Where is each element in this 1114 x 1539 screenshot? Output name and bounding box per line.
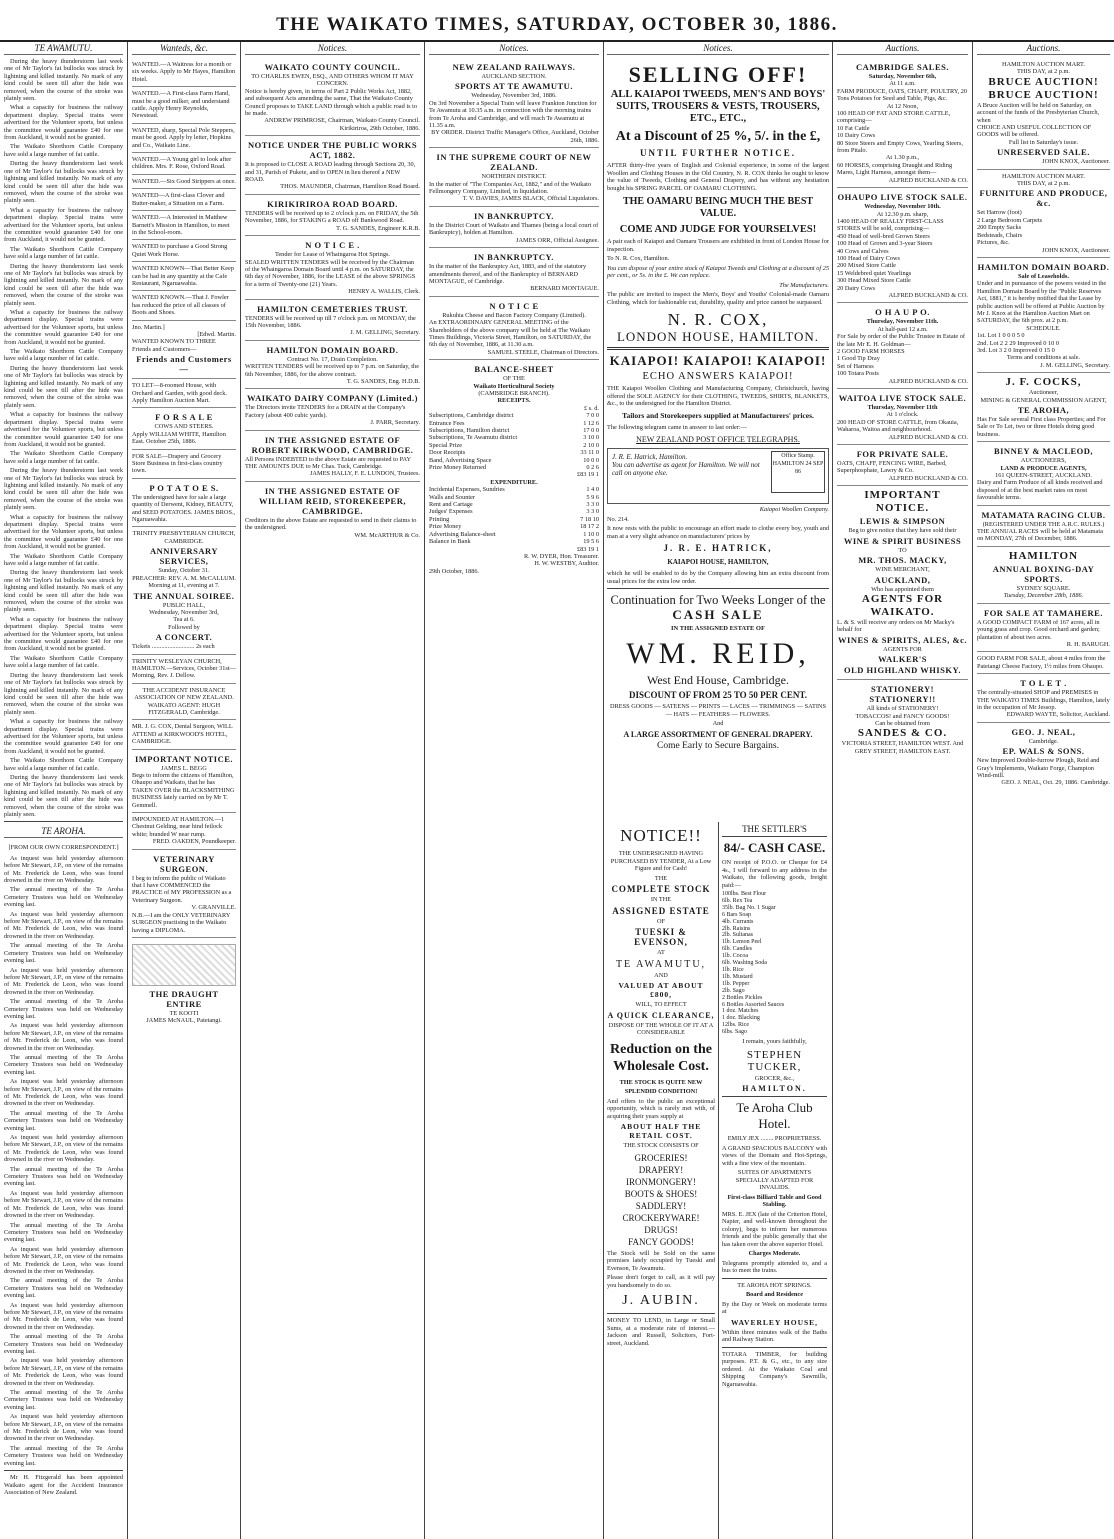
farm-for-sale: GOOD FARM FOR SALE, about 4 miles from the Patetangi Cheese Factory, 1½ miles from Ohaupo.	[977, 652, 1110, 674]
impounded-notice: IMPOUNDED AT HAMILTON.—1 Chestnut Gelding, near hind fetlock white; branded W near rump. FRED. OAKDEN, Poundkeeper.	[132, 813, 236, 850]
wesleyan-ad: TRINITY WESLEYAN CHURCH, HAMILTON.—Services, October 31st—Morning, Rev. J. Dellow.	[132, 655, 236, 684]
goods-item: 2lb. Raisins	[722, 925, 751, 932]
ledger-amount: 10 0 0	[583, 456, 599, 464]
news-paragraph: As inquest was held yesterday afternoon before Mr Stewart, J.P., on view of the remains of Mr. Frederick de Leon, who was found drowned in the river on Wednesday.	[4, 1078, 123, 1108]
news-paragraph: What a capacity for business the railway department display. Special trains were advertised for the Volunteer sports, but unless the committee would guarantee £40 for one from Auckland, it would not be granted.	[4, 309, 123, 346]
news-paragraph: What a capacity for business the railway department display. Special trains were advertised for the Volunteer sports, but unless the committee would guarantee £40 for one from Auckland, it would not be granted.	[4, 718, 123, 755]
stock-new: THE STOCK IS QUITE NEW	[619, 1078, 703, 1086]
money-to-lend: MONEY TO LEND, in Large or Small Sums, at a moderate rate of interest.—Jackson and Russell, Solicitors, Fort-street, Auckland.	[607, 1317, 715, 1347]
mrs-jex-paragraph: MRS. E. JEX (late of the Criterion Hotel, Napier, and well-known throughout the colony), begs to inform her numerous friends and the public generally that she has taken over the above superior Hotel.	[722, 1210, 827, 1248]
divider	[4, 1470, 123, 1471]
bankruptcy-notice: IN BANKRUPTCY. In the matter of the Bankruptcy Act, 1883, and of the statutory amendments thereof, and of the Bankruptcy of BERNARD MONTAGUE, of Cambridge. BERNARD MONTAGUE.	[429, 248, 599, 297]
valued-line: VALUED AT ABOUT £800,	[618, 981, 704, 999]
ledger-amount: 7 18 10	[580, 515, 599, 523]
will-effect-line: WILL, TO EFFECT	[635, 1001, 687, 1008]
news-paragraph: The Waikato Shorthorn Cattle Company have sold a large number of fat cattle.	[4, 245, 123, 261]
goods-item: 12lbs. Rice	[722, 1022, 749, 1029]
tueski-evenson: TUESKI & EVENSON,	[634, 927, 688, 947]
matamata-racing: MATAMATA RACING CLUB. (REGISTERED UNDER THE A.R.C. RULES.) THE ANNUAL RACES will be held at Matamata on MONDAY, 27th of December, 1886.	[977, 506, 1110, 547]
bruce-auction: HAMILTON AUCTION MART. THIS DAY, at 2 p.m. BRUCE AUCTION! BRUCE AUCTION! A Bruce Auction will be held on Saturday, on account of the funds of the Presbyterian Church, when CHOICE AND USEFUL COLLECTION OF GOODS will be offered. Full list in Saturday's issue. UNRESERVED SALE. JOHN KNOX, Auctioneer.	[977, 58, 1110, 170]
wanted-ad: WANTED.—A Interested in Matthew Barnett's Mission in Hamilton, to meet in the School-room.	[132, 211, 236, 240]
stephen-tucker: STEPHEN TUCKER,	[746, 1048, 803, 1073]
masthead	[0, 0, 1114, 42]
assigned-estate-line: IN THE ASSIGNED ESTATE OF	[671, 625, 765, 632]
kaiapoi-tweeds-line: ALL KAIAPOI TWEEDS, MEN'S AND BOYS' SUITS, TROUSERS & VESTS, TROUSERS, ETC., ETC.,	[610, 89, 826, 124]
neal-implements: GEO. J. NEAL, Cambridge. EP. WALS & SONS. New Improved Double-furrow Plough, Reid and Gray's Implements, Waikato Forge, Champion Wind-mill. GEO. J. NEAL, Oct. 29, 1886. Cambridge.	[977, 726, 1110, 787]
goods-item: 2lb. Sago	[722, 987, 745, 994]
private-sale: FOR PRIVATE SALE. OATS, CHAFF, FENCING WIRE, Barbed, Superphosphate, Lawry & Co. ALFRED BUCKLAND & CO.	[837, 445, 968, 486]
goods-item: 100lbs. Best Flour	[722, 891, 767, 897]
settlers-heading: THE SETTLER'S	[722, 822, 827, 837]
horse-illustration	[132, 944, 236, 986]
telegram-addressee: J. R. E. Hatrick, Hamilton.	[612, 453, 688, 461]
news-paragraph: During the heavy thunderstorm last week one of Mr Taylor's fat bullocks was struck by lightning and killed instantly. No mark of any kind could be seen till after the hide was removed, when the course of the stroke was plainly seen.	[4, 773, 123, 818]
news-paragraph: As inquest was held yesterday afternoon before Mr Stewart, J.P., on view of the remains of Mr. Frederick de Leon, who was found drowned in the river on Wednesday.	[4, 966, 123, 996]
te-awamutu: TE AWAMUTU,	[615, 958, 707, 970]
church-anniversary-ad: TRINITY PRESBYTERIAN CHURCH, CAMBRIDGE. ANNIVERSARY SERVICES, Sunday, October 31. PREACHER: REV. A. M. McCALLUM. Morning at 11, evening at 7. THE ANNUAL SOIREE. PUBLIC HALL, Wednesday, November 3rd, Tea at 6. Followed by A CONCERT. Tickets ........................... 2s each	[132, 527, 236, 654]
news-paragraph: The annual meeting of the Te Aroha Cemetery Trustees was held on Wednesday evening last.	[4, 1389, 123, 1411]
goods-item: 1lb. Mustard	[722, 973, 753, 980]
nr-cox-name: N. R. COX,	[667, 310, 769, 329]
binney-macleod: BINNEY & MACLEOD, AUCTIONEERS, LAND & PRODUCE AGENTS, 161 QUEEN-STREET, AUCKLAND. Dairy and Farm Produce of all kinds received and disposed of at the best market rates on most favourable terms.	[977, 442, 1110, 505]
notice-headline: NOTICE!!	[620, 826, 702, 845]
continuation-headline: Continuation for Two Weeks Longer of the	[610, 593, 826, 607]
goods-item: 6 Bottles Assorted Sauces	[722, 1001, 785, 1008]
at-line: AT	[657, 949, 665, 956]
ledger-row	[429, 434, 599, 441]
experience-paragraph: AFTER thirty-five years of English and Colonial experience, in some of the largest Woollen and Clothing Houses in the Old Country, N. R. COX thinks he ought to know the value of Tweeds, Clothing and General Drapery, and has without any hesitation bought his SPRING PARCEL OF OAMARU CLOTHING.	[607, 162, 829, 192]
important-notice-macky: IMPORTANT NOTICE. LEWIS & SIMPSON Beg to give notice that they have sold their WINE & SPIRIT BUSINESS TO MR. THOS. MACKY, WINE MERCHANT, AUCKLAND, Who has appointed them AGENTS FOR WAIKATO. L. & S. will receive any orders on Mr Macky's behalf for WINES & SPIRITS, ALES, &c. AGENTS FOR WALKER'S OLD HIGHLAND WHISKY.	[837, 486, 968, 680]
news-paragraph: During the heavy thunderstorm last week one of Mr Taylor's fat bullocks was struck by lightning and killed instantly. No mark of any kind could be seen till after the hide was removed, when the course of the stroke was plainly seen.	[4, 58, 123, 103]
column-head-notices: Notices.	[245, 42, 420, 55]
cash-case-headline: 84/- CASH CASE.	[723, 840, 826, 855]
ledger-item: Walls and Sounter	[429, 493, 476, 501]
goods-item: 6 Bars Soap	[722, 911, 751, 918]
public-works-notice: NOTICE UNDER THE PUBLIC WORKS ACT, 1882. It is proposed to CLOSE A ROAD leading through Sections 20, 30, and 31, Parish of Pukete, and to OPEN in lieu thereof a NEW ROAD. THOS. MAUNDER, Chairman, Hamilton Road Board.	[245, 136, 420, 195]
ledger-amount: 19 5 6	[583, 538, 599, 546]
blacksmith-notice: IMPORTANT NOTICE. JAMES L. BEGG Begs to inform the citizens of Hamilton, Ohaupo and Waikato, that he has TAKEN OVER the BLACKSMITHING BUSINESS lately carried on by Mr T. Gemmell.	[132, 750, 236, 813]
cash-sale: CASH SALE	[672, 607, 764, 622]
stock-lines-list	[607, 1152, 715, 1248]
ledger-amount: 1 4 0	[586, 486, 599, 494]
news-paragraph: The annual meeting of the Te Aroha Cemetery Trustees was held on Wednesday evening last.	[4, 1165, 123, 1188]
news-paragraph: What a capacity for business the railway department display. Special trains were advertised for the Volunteer sports, but unless the committee would guarantee £40 for one from Auckland, it would not be granted.	[4, 206, 123, 244]
board-residence: Board and Residence	[745, 1291, 804, 1299]
news-paragraph: As inquest was held yesterday afternoon before Mr Stewart, J.P., on view of the remains of Mr. Frederick de Leon, who was found drowned in the river on Wednesday.	[4, 854, 123, 885]
goods-item: 6lb. Rex Tea	[722, 897, 753, 904]
news-paragraph: The Waikato Shorthorn Cattle Company have sold a large number of fat cattle.	[4, 450, 123, 465]
hot-springs-tender: N O T I C E . Tender for Lease of Whaingaroa Hot Springs. SEALED WRITTEN TENDERS will be received by the Chairman of the Whaingaroa Domain Board until 4 p.m. on SATURDAY, the 6th day of November, 1886, for the LEASE of the above SPRINGS for a term of Twenty-one (21) Years. HENRY A. WALLIS, Clerk.	[245, 236, 420, 299]
news-paragraph: The annual meeting of the Te Aroha Cemetery Trustees was held on Wednesday evening last.	[4, 1444, 123, 1467]
discount-line: At a Discount of 25 %, 5/. in the £,	[615, 129, 821, 144]
receipts-table	[429, 412, 599, 471]
telegraphs-heading: NEW ZEALAND POST OFFICE TELEGRAPHS.	[636, 435, 800, 444]
kaiapoi-triple: KAIAPOI! KAIAPOI! KAIAPOI!	[609, 353, 827, 368]
wanted-ad: WANTED.—A Waitress for a month or six weeks. Apply to Mr Hayes, Hamilton Hotel.	[132, 58, 236, 87]
ledger-item: Subscriptions, Te Awamutu district	[429, 434, 518, 442]
news-paragraph: During the heavy thunderstorm last week one of Mr Taylor's fat bullocks was struck by lightning and killed instantly. No mark of any kind could be seen till after the hide was removed, when the course of the stroke was plainly seen.	[4, 262, 123, 307]
veterinary-ad: VETERINARY SURGEON. I beg to inform the public of Waikato that I have COMMENCED the PRACTICE of MY PROFESSION as a Veterinary Surgeon. V. GRANVILLE. N.B.—I am the ONLY VETERINARY SURGEON practising in the Waikato having a DIPLOMA.	[132, 850, 236, 938]
ledger-row	[429, 442, 599, 449]
dairy-company-notice: WAIKATO DAIRY COMPANY (Limited.) The Directors invite TENDERS for a DRAIN at the Company's Factory (about 400 cubic yards). J. PARR, Secretary.	[245, 389, 420, 430]
sold-premises: The Stock will be Sold on the same premises lately occupied by Tueski and Evenson, Te Awamutu.	[607, 1249, 715, 1272]
come-and-judge: COME AND JUDGE FOR YOURSELVES!	[619, 224, 817, 235]
wanted-ad: WANTED—A first-class Clover and Butter-maker, a Situation on a Farm.	[132, 189, 236, 211]
ledger-row	[429, 538, 599, 545]
goods-item: 2lb. Sultanas	[722, 932, 753, 939]
charges-line: Charges Moderate.	[748, 1250, 801, 1258]
goods-item: 1lb. Pepper	[722, 980, 750, 987]
column-wanteds	[128, 42, 241, 1539]
selling-off-headline: SELLING OFF!	[628, 62, 808, 87]
news-paragraph: The Waikato Shorthorn Cattle Company have sold a large number of fat cattle.	[4, 143, 123, 158]
ledger-row	[429, 494, 599, 501]
tailors-line: Tailors and Storekeepers supplied at Manufacturers' prices.	[622, 410, 814, 420]
ledger-amount: 3 3 0	[586, 508, 599, 516]
telegram-number: No. 214.	[607, 515, 629, 523]
totara-timber: TOTARA TIMBER, for building purposes. P.T. & G., etc., to any size ordered. At the Waikato Coal and Shipping Company's Sawmills, Ngaruawahia.	[722, 1350, 827, 1388]
drapery-assortment: A LARGE ASSORTMENT OF GENERAL DRAPERY.	[623, 729, 813, 739]
notice-tueski-evenson	[604, 822, 719, 1539]
of-line: OF	[656, 917, 666, 925]
ledger-item: Incidental Expenses, Sundries	[429, 486, 505, 494]
goods-item: 1lb. Rice	[722, 966, 744, 973]
ledger-item: Door Receipts	[429, 449, 466, 457]
goods-item: 4lb. Currants	[722, 918, 754, 925]
railways-notice: NEW ZEALAND RAILWAYS. AUCKLAND SECTION. SPORTS AT TE AWAMUTU. Wednesday, November 3rd, 1886. On 3rd November a Special Train will leave Frankton Junction for Te Awamutu at 10.35 a.m. in connection with the morning trains from Te Aroha and Cambridge, and will reach Te Awamutu at 11.35 a.m. BY ORDER. District Traffic Manager's Office, Auckland, October 26th, 1886.	[429, 58, 599, 148]
until-further-notice: UNTIL FURTHER NOTICE.	[640, 148, 796, 158]
ledger-amount: 7 0 0	[586, 412, 599, 420]
and-line: And	[712, 720, 724, 727]
news-paragraph: The Waikato Shorthorn Cattle Company have sold a large number of fat cattle.	[4, 654, 123, 670]
ohaupo-sale: O H A U P O. Thursday, November 11th. At half-past 12 a.m. For Sale by order of the Public Trustee in Estate of the late Mr E. H. Goldman— 2 GOOD FARM HORSES 1 Good Tip Dray Set of Harness 100 Totara Posts ALFRED BUCKLAND & CO.	[837, 303, 968, 389]
waitoa-sale: WAITOA LIVE STOCK SALE. Thursday, November 11th At 1 o'clock. 200 HEAD OF STORE CATTLE, from Okauia, Waharoa, Waitoa and neighbourhood. ALFRED BUCKLAND & CO.	[837, 389, 968, 445]
news-paragraph: What a capacity for business the railway department display. Special trains were advertised for the Volunteer sports, but unless the committee would guarantee £40 for one from Auckland, it would not be granted.	[4, 411, 123, 448]
news-paragraph: The annual meeting of the Te Aroha Cemetery Trustees was held on Wednesday evening last.	[4, 942, 123, 965]
ledger-item: Subscriptions, Hamilton district	[429, 427, 510, 434]
goods-item: 1lb. Lemon Peel	[722, 939, 762, 946]
furniture-auction: HAMILTON AUCTION MART. THIS DAY, at 2 p.m. FURNITURE AND PRODUCE, &c. Set Harrow (foot) 2 Large Bedroom Carpets 200 Empty Sacks Bedsteads, Chairs Pictures, &c. JOHN KNOX, Auctioneer.	[977, 170, 1110, 258]
column-head-te-aroha: TE AROHA.	[4, 825, 123, 838]
ledger-row	[429, 420, 599, 427]
news-paragraph: The Waikato Shorthorn Cattle Company have sold a large number of fat cattle.	[4, 757, 123, 772]
cocks-auctioneer: J. F. COCKS, Auctioneer, MINING & GENERAL COMMISSION AGENT, TE AROHA, Has For Sale several First class Properties; and For Sale or To Let, two or three Hotels doing good business.	[977, 373, 1110, 442]
ledger-amount: 1 10 0	[583, 530, 599, 538]
stock-consists: THE STOCK CONSISTS OF	[623, 1142, 699, 1149]
telegram-message: You can advertise as agent for Hamilton. We will not call on anyone else.	[612, 461, 760, 477]
balance-sheet: BALANCE-SHEET OF THE Waikato Horticultural Society (CAMBRIDGE BRANCH). RECEIPTS. £ s. d. Subscriptions, Cambridge district 7 0 0 Entrance Fees 1 12 6 Subscriptions, Hamilton district 17 0 0 Subscriptions, Te Awamutu district 3 10 0 Special Prize 2 10 0 Door Receipts 33 11 0 Band, Advertising Space 10 0 0 Prize Money Returned 0 2 6 £83 19 1 EXPENDITURE. Incidental Expenses, Sundries 1 4 0 Walls and Sounter 5 9 6 Rent and Cartage 3 3 0 Judges' Expenses 3 3 0 Printing 7 18 10 Prize Money 18 17 2 Advertising Balance-sheet 1 10 0 Balance in Bank 19 5 6 £83 19 1 R. W. DYER, Hon. Treasurer. H. W. WESTBY, Auditor. 29th October, 1886.	[429, 364, 599, 575]
ledger-row	[429, 516, 599, 523]
ledger-item: Prize Money	[429, 523, 462, 531]
news-paragraph: As inquest was held yesterday afternoon before Mr Stewart, J.P., on view of the remains of Mr. Frederick de Leon, who was found drowned in the river on Wednesday.	[4, 1022, 123, 1052]
news-paragraph: During the heavy thunderstorm last week one of Mr Taylor's fat bullocks was struck by lightning and killed instantly. No mark of any kind could be seen till after the hide was removed, when the course of the stroke was plainly seen.	[4, 467, 123, 512]
ledger-row	[429, 464, 599, 471]
correspondent-line: [FROM OUR OWN CORRESPONDENT.]	[8, 844, 119, 852]
goods-item: 6lb. Candles	[722, 946, 752, 953]
london-house: LONDON HOUSE, HAMILTON.	[616, 329, 820, 344]
discount-range: DISCOUNT OF FROM 25 TO 50 PER CENT.	[628, 690, 808, 700]
ledger-row	[429, 457, 599, 464]
goods-item: 1 doz. Blacking	[722, 1015, 760, 1022]
news-paragraph: As inquest was held yesterday afternoon before Mr Stewart, J.P., on view of the remains of Mr. Frederick de Leon, who was found drowned in the river on Wednesday.	[4, 1413, 123, 1443]
rukuhia-meeting-notice: N O T I C E Rukuhia Cheese and Bacon Factory Company (Limited). An EXTRAORDINARY GENERAL MEETING of the Shareholders of the above company will be held at The Waikato Times Buildings, Victoria Street, Hamilton, on SATURDAY, the 6th day of November, 1886, at 11.30 a.m. SAMUEL STEELE, Chairman of Directors.	[429, 297, 599, 360]
discount-paragraph: which he will be enabled to do by the Company allowing him an extra discount from usual prices for the extra low order.	[607, 570, 829, 585]
ledger-row	[429, 531, 599, 538]
purchased-line: THE UNDERSIGNED HAVING PURCHASED BY TENDER, At a Low Figure and for Cash!	[610, 850, 712, 872]
news-paragraph: As inquest was held yesterday afternoon before Mr Stewart, J.P., on view of the remains of Mr. Frederick de Leon, who was found drowned in the river on Wednesday.	[4, 1189, 123, 1220]
telegram-intro: The following telegram came in answer to last order:—	[607, 423, 747, 431]
stock-line: CROCKERYWARE!	[622, 1212, 700, 1223]
complete-stock: COMPLETE STOCK	[611, 884, 711, 894]
goods-item: 35lb. Bag No. 1 Sugar	[722, 904, 776, 911]
goods-item: 6lb. Washing Soda	[722, 960, 767, 967]
supreme-court-notice: IN THE SUPREME COURT OF NEW ZEALAND. NORTHERN DISTRICT. In the matter of "The Companies Act, 1882," and of the Waikato Fellmongery Company, Limited, in liquidation. T. V. DAVIES, JAMES BLACK, Official Liquidators.	[429, 148, 599, 207]
telegram-form	[607, 448, 829, 504]
cambridge-sales: CAMBRIDGE SALES. Saturday, November 6th, At 11 a.m. FARM PRODUCE, OATS, CHAFF, POULTRY, 20 Tons Potatoes for Seed and Table, Pigs, &c. At 12 Noon, 100 HEAD OF FAT AND STORE CATTLE, comprising— 10 Fat Cattle 10 Dairy Cows 80 Store Steers and Empty Cows, Yearling Steers, from Pitalo. At 1.30 p.m., 60 HORSES, comprising Draught and Riding Mares, Light Harness, amongst them— ALFRED BUCKLAND & CO.	[837, 58, 968, 188]
news-paragraph: The annual meeting of the Te Aroha Cemetery Trustees was held on Wednesday evening last.	[4, 1053, 123, 1076]
news-paragraph: What a capacity for business the railway department display. Special trains were advertised for the Volunteer sports, but unless the committee would guarantee £40 for one from Auckland, it would not be granted.	[4, 513, 123, 551]
news-paragraph: As inquest was held yesterday afternoon before Mr Stewart, J.P., on view of the remains of Mr. Frederick de Leon, who was found drowned in the river on Wednesday.	[4, 1245, 123, 1275]
stock-condition: SPLENDID CONDITION!	[624, 1088, 698, 1095]
news-paragraph: What a capacity for business the railway department display. Special trains were advertised for the Volunteer sports, but unless the committee would guarantee £40 for one from Auckland, it would not be granted.	[4, 615, 123, 653]
divider	[607, 1313, 715, 1314]
goods-item: 6lbs. Sago	[722, 1029, 748, 1036]
assigned-estate: ASSIGNED ESTATE	[612, 905, 710, 916]
remain-line: I remain, yours faithfully,	[742, 1038, 807, 1046]
ledger-amount: 18 17 2	[580, 523, 599, 531]
column-auctions-2	[973, 42, 1114, 1539]
page-columns	[0, 42, 1114, 1539]
column-head-auctions: Auctions.	[837, 42, 968, 55]
ledger-row	[429, 501, 599, 508]
news-paragraph: The annual meeting of the Te Aroha Cemetery Trustees was held on Wednesday evening last.	[4, 1333, 123, 1355]
ledger-amount: 0 2 6	[586, 464, 599, 472]
ledger-amount: 1 12 6	[583, 419, 599, 427]
the-line: THE	[654, 874, 668, 882]
stock-line: FANCY GOODS!	[628, 1236, 694, 1247]
news-paragraph: As inquest was held yesterday afternoon before Mr Stewart, J.P., on view of the remains of Mr. Frederick de Leon, who was found drowned in the river on Wednesday.	[4, 1301, 123, 1331]
wanted-ad: WANTED KNOWN—That Better Keep can be had in any quantity at the Cafe Restaurant, Ngaruawahia.	[132, 262, 236, 291]
kaiapoi-house: KAIAPOI HOUSE, HAMILTON,	[667, 558, 769, 566]
goods-item: 2 Bottles Pickles	[722, 994, 763, 1001]
news-paragraph: As inquest was held yesterday afternoon before Mr Stewart, J.P., on view of the remains of Mr. Frederick de Leon, who was found drowned in the river on Wednesday.	[4, 1134, 123, 1164]
column-head-notices: Notices.	[607, 42, 829, 55]
ledger-item: Printing	[429, 515, 450, 523]
reid-estate-notice: IN THE ASSIGNED ESTATE OF WILLIAM REID, STOREKEEPER, CAMBRIDGE. Creditors in the above Estate are requested to send in their claims to the undersigned. WM. McARTHUR & Co.	[245, 485, 420, 539]
domain-board-notice: HAMILTON DOMAIN BOARD. Contract No. 17, Drain Completion. WRITTEN TENDERS will be received up to 7 p.m. on Saturday, the 6th November, 1886, for the above contract. T. G. SANDES, Eng. H.D.B.	[245, 341, 420, 390]
ledger-amount: 17 0 0	[583, 427, 599, 434]
please-call: Please don't forget to call, as it will pay you handsomely to do so.	[607, 1274, 715, 1289]
stock-line: IRONMONGERY!	[625, 1176, 696, 1187]
balcony-paragraph: A GRAND SPACIOUS BALCONY with views of the Domain and Hot-Springs, with a fine view of the mountain.	[722, 1144, 827, 1167]
for-sale-store-ad: FOR SALE—Drapery and Grocery Store Business in first-class country town.	[132, 450, 236, 479]
goods-item: 1lb. Cocoa	[722, 953, 748, 960]
proprietress-line: EMILY JEX ........ PROPRIETRESS.	[727, 1135, 822, 1143]
ledger-item: Balance in Bank	[429, 538, 471, 546]
potatoes-ad: P O T A T O E S. The undersigned have for sale a large quantity of Derwent, Kidney, BEAUTY, and SEED POTATOES. JAMES BROS., Ngaruawahia.	[132, 479, 236, 528]
dispose-line: DISPOSE OF THE WHOLE OF IT AT A CONSIDERABLE	[608, 1021, 714, 1036]
ledger-item: Advertising Balance-sheet	[429, 530, 496, 538]
news-paragraph: As inquest was held yesterday afternoon before Mr Stewart, J.P., on view of the remains of Mr. Frederick de Leon, who was found drowned in the river on Wednesday.	[4, 1357, 123, 1387]
opportunity-paragraph: And offers to the public an exceptional opportunity, which is rarely met with, of acquiring their years supply at	[607, 1097, 715, 1120]
in-the-line: IN THE	[650, 896, 672, 903]
hot-springs-heading: TE AROHA HOT SPRINGS.	[737, 1281, 812, 1289]
stock-line: DRAPERY!	[638, 1164, 684, 1175]
west-end-house: West End House, Cambridge.	[646, 673, 789, 687]
column-notices-1	[241, 42, 425, 1539]
come-early: Come Early to Secure Bargains.	[657, 740, 779, 751]
news-paragraph: The Waikato Shorthorn Cattle Company have sold a large number of fat cattle.	[4, 348, 123, 363]
stock-line: GROCERIES!	[634, 1152, 688, 1163]
column-notices-2	[425, 42, 604, 1539]
news-paragraph: The annual meeting of the Te Aroha Cemetery Trustees was held on Wednesday evening last.	[4, 886, 123, 909]
bankruptcy-notice: IN BANKRUPTCY. In the District Court of Waikato and Thames (being a local court of Bankruptcy), holden at Hamilton. JAMES ORR, Official Assignee.	[429, 207, 599, 248]
ledger-amount: 2 10 0	[583, 441, 599, 449]
half-retail: ABOUT HALF THE RETAIL COST.	[620, 1122, 702, 1140]
county-council-notice: WAIKATO COUNTY COUNCIL. TO CHARLES EWEN, ESQ., AND OTHERS WHOM IT MAY CONCERN. Notice is hereby given, in terms of Part 2 Public Works Act, 1882, and subsequent Acts amending the same, That the Waikato County Council proposes to TAKE LAND through which a public road is to be made. ANDREW PRIMROSE, Chairman, Waikato County Council. Kirikiriroa, 29th October, 1886.	[245, 58, 420, 136]
divider	[722, 1278, 827, 1279]
ledger-item: Band, Advertising Space	[429, 456, 492, 464]
billiard-line: First-class Billiard Table and Good Stabling.	[727, 1193, 822, 1209]
divider	[722, 1347, 827, 1348]
news-paragraph: The annual meeting of the Te Aroha Cemetery Trustees was held on Wednesday evening last.	[4, 998, 123, 1020]
ledger-row	[429, 427, 599, 434]
boxing-day-sports: HAMILTON ANNUAL BOXING-DAY SPORTS. SYDNEY SQUARE. Tuesday, December 28th, 1886.	[977, 547, 1110, 604]
stock-line: DRUGS!	[644, 1224, 678, 1235]
wanted-ad: WANTED, sharp, Special Pole Steppers, must be good. Apply by letter, Hopkins and Co., Waikato Line.	[132, 124, 236, 153]
column-head-wanteds: Wanteds, &c.	[132, 42, 236, 55]
ohaupo-live-stock-sale: OHAUPO LIVE STOCK SALE. Wednesday, November 10th. At 12.30 p.m. sharp, 1400 HEAD OF REALLY FIRST-CLASS STORES will be sold, comprising— 450 Head of well-bred Grown Steers 100 Head of Grown and 3-year Steers 40 Cows and Calves 100 Head of Dairy Cows 200 Mixed Store Cattle 15 Weldebred quiet Yearlings 300 Head Mixed Store Cattle 20 Dairy Cows ALFRED BUCKLAND & CO.	[837, 188, 968, 303]
goods-list	[722, 891, 827, 1036]
grocer-line: GROCER, &c.,	[754, 1074, 795, 1082]
trousers-paragraph: A pair each of Kaiapoi and Oamaru Trousers are exhibited in front of London House for inspection.	[607, 238, 829, 253]
echo-answers: ECHO ANSWERS KAIAPOI!	[642, 371, 794, 382]
news-paragraph-closing: Mr H. Fitzgerald has been appointed Waikato agent for the Accident Insurance Association of New Zealand.	[4, 1474, 123, 1496]
divider	[607, 588, 829, 589]
ledger-item: Rent and Cartage	[429, 501, 473, 509]
ledger-row	[429, 412, 599, 419]
by-day-line: By the Day or Week on moderate terms at	[722, 1300, 827, 1316]
wanted-ad: WANTED KNOWN.—That J. Fowler has reduced the price of all classes of Boots and Shoes.	[132, 291, 236, 320]
ledger-item: Prize Money Returned	[429, 464, 487, 472]
office-stamp: Office Stamp. HAMILTON 24 SEP 86	[771, 451, 825, 493]
column-news	[0, 42, 128, 1539]
column-head-te-awamutu: TE AWAMUTU.	[4, 42, 123, 55]
now-rests-paragraph: It now rests with the public to encourage an effort made to clothe every boy, youth and man at a very slight advance on manufacturers' prices by	[607, 525, 829, 540]
aubin-name: J. AUBIN.	[622, 1293, 700, 1308]
for-sale-ad: F O R S A L E COWS AND STEERS. Apply WILLIAM WHITE, Hamilton East. October 25th, 1886.	[132, 408, 236, 449]
wanted-ad: WANTED.—Six Good Strippers at once.	[132, 175, 236, 189]
ledger-row	[429, 486, 599, 493]
hatrick-name: J. R. E. HATRICK,	[663, 543, 773, 553]
hamilton-line: HAMILTON.	[742, 1084, 807, 1094]
wm-reid-name: WM. REID,	[626, 637, 810, 670]
suites-line: SUITES OF APARTMENTS SPECIALLY ADAPTED FOR INVALIDS.	[735, 1169, 814, 1192]
ledger-item: Special Prize	[429, 441, 463, 449]
divider	[722, 1096, 827, 1097]
news-paragraph: During the heavy thunderstorm last week one of Mr Taylor's fat bullocks was struck by lightning and killed instantly. No mark of any kind could be seen till after the hide was removed, when the course of the stroke was plainly seen.	[4, 671, 123, 716]
wanted-ad: WANTED to purchase a Good Strong Quiet Work Horse.	[132, 240, 236, 262]
wanted-ad: WANTED.—A First-class Farm Hand, must be a good milker, and understand cattle. Apply Henry Reynolds, Newstead.	[132, 87, 236, 124]
news-paragraph: The annual meeting of the Te Aroha Cemetery Trustees was held on Wednesday evening last.	[4, 1277, 123, 1300]
news-paragraph: The Waikato Shorthorn Cattle Company have sold a large number of fat cattle.	[4, 552, 123, 567]
ledger-amount: 5 9 6	[586, 493, 599, 501]
settlers-cash-case	[719, 822, 830, 1539]
news-paragraph: The annual meeting of the Te Aroha Cemetery Trustees was held on Wednesday evening last.	[4, 1109, 123, 1132]
on-receipt-paragraph: ON receipt of P.O.O. or Cheque for £4 4s., I will forward to any address in the Waikato, the following goods, freight paid:—	[722, 859, 827, 889]
kirkwood-estate-notice: IN THE ASSIGNED ESTATE OF ROBERT KIRKWOOD, CAMBRIDGE. All Persons INDEBTED to the above Estate are requested to PAY THE AMOUNTS DUE to Mr Chas. Tuck, Cambridge. JAMES HALLY, F. E. LUNDON, Trustees.	[245, 431, 420, 482]
column-auctions-1	[833, 42, 973, 1539]
club-hotel-headline: Te Aroha Club Hotel.	[736, 1100, 813, 1132]
divider	[607, 347, 829, 350]
ledger-row	[429, 449, 599, 456]
column-head-notices: Notices.	[429, 42, 599, 55]
draught-entire-ad: THE DRAUGHT ENTIRE TE KOOTI JAMES McNAUL, Patetangi.	[132, 938, 236, 1028]
news-paragraph: During the heavy thunderstorm last week one of Mr Taylor's fat bullocks was struck by lightning and killed instantly. No mark of any kind could be seen till after the hide was removed, when the course of the stroke was plainly seen.	[4, 569, 123, 614]
letter-signature: The Manufacturers.	[779, 281, 829, 289]
news-paragraph: What a capacity for business the railway department display. Special trains were advertised for the Volunteer sports, but unless the committee would guarantee £40 for one from Auckland, it would not be granted.	[4, 104, 123, 142]
expenditure-table	[429, 486, 599, 545]
dress-goods-line: DRESS GOODS — SATEENS — PRINTS — LACES — TRIMMINGS — SATINS — HATS — FEATHERS — FLOWERS.	[610, 703, 826, 718]
ledger-item: Judges' Expenses	[429, 508, 473, 516]
news-paragraph: As inquest was held yesterday afternoon before Mr Stewart, J.P., on view of the remains of Mr. Frederick de Leon, who was found drowned in the river on Wednesday.	[4, 910, 123, 940]
oamaru-best-value: THE OAMARU BEING MUCH THE BEST VALUE.	[622, 196, 814, 219]
reduction-headline: Reduction on the Wholesale Cost.	[610, 1041, 712, 1074]
woollen-company-paragraph: THE Kaiapoi Woollen Clothing and Manufacturing Company, Christchurch, having offered the SOLE AGENCY for their CLOTHING, TWEEDS, SHIRTS, BLANKETS, &c., to the undersigned for the Hamilton District.	[607, 385, 829, 407]
accident-insurance-ad: THE ACCIDENT INSURANCE ASSOCIATION OF NEW ZEALAND. WAIKATO AGENT: HUGH FITZGERALD, Cambridge.	[132, 684, 236, 721]
letter-body: You can dispose of your entire stock of Kaiapoi Tweeds and Clothing at a discount of 25 per cent., or 5s. in the £. We can replace.	[607, 264, 829, 279]
public-invited: The public are invited to inspect the Men's, Boys' and Youths' Colonial-made Oamaru Clothing, which for fashionable cut, durability, quality and price cannot be surpassed.	[607, 291, 829, 306]
wanted-ad-martin: Jno. Martin.] [Edwd. Martin. WANTED KNOWN TO THREE Friends and Customers— Friends and Customers—	[132, 321, 236, 380]
newspaper-title: THE WAIKATO TIMES, SATURDAY, OCTOBER 30, 1886.	[276, 14, 838, 35]
selling-off-advertisement	[604, 42, 833, 1539]
to-let-shop: T O L E T . The centrally-situated SHOP and PREMISES in THE WAIKATO TIMES Buildings, Hamilton, lately in the occupation of Mr Jessop. EDWARD WAYTE, Solicitor, Auckland.	[977, 674, 1110, 723]
news-paragraph: During the heavy thunderstorm last week one of Mr Taylor's fat bullocks was struck by lightning and killed instantly. No mark of any kind could be seen till after the hide was removed, when the course of the stroke was plainly seen.	[4, 160, 123, 205]
column-head-auctions: Auctions.	[977, 42, 1110, 55]
and-line: AND	[654, 971, 668, 979]
cemeteries-notice: HAMILTON CEMETERIES TRUST. TENDERS will be received up till 7 o'clock p.m. on MONDAY, the 15th November, 1886. J. M. GELLING, Secretary.	[245, 300, 420, 341]
dentist-ad: MR. J. G. COX, Dental Surgeon, WILL ATTEND at KIRKWOOD'S HOTEL, CAMBRIDGE.	[132, 720, 236, 749]
news-paragraph: The annual meeting of the Te Aroha Cemetery Trustees was held on Wednesday evening last.	[4, 1221, 123, 1244]
news-paragraph: During the heavy thunderstorm last week one of Mr Taylor's fat bullocks was struck by lightning and killed instantly. No mark of any kind could be seen till after the hide was removed, when the course of the stroke was plainly seen.	[4, 364, 123, 409]
ledger-amount: 3 3 0	[586, 501, 599, 509]
ledger-item: Entrance Fees	[429, 419, 465, 427]
telegrams-line: Telegrams promptly attended to, and a bus to meet the trains.	[722, 1259, 827, 1275]
divider	[4, 821, 123, 822]
letter-to-cox: To N. R. Cox, Hamilton.	[607, 255, 670, 262]
ledger-row	[429, 508, 599, 515]
stock-line: SADDLERY!	[635, 1200, 687, 1211]
wanted-ad: WANTED.—A Young girl to look after children. Mrs. F. Rose, Oxford Road.	[132, 153, 236, 175]
ledger-item: Subscriptions, Cambridge district	[429, 412, 514, 420]
within-line: Within three minutes walk of the Baths and Railway Station.	[722, 1328, 827, 1344]
road-board-notice: KIRIKIRIROA ROAD BOARD. TENDERS will be received up to 2 o'clock p.m. on FRIDAY, the 5th November, 1886, for STAKING a ROAD off Bankwood Road. T. G. SANDES, Engineer K.R.B.	[245, 195, 420, 236]
ledger-amount: 3 10 0	[583, 434, 599, 442]
quick-clearance: A QUICK CLEARANCE,	[607, 1010, 715, 1020]
ledger-amount: 33 11 0	[580, 449, 599, 457]
waverley-house: WAVERLEY HOUSE,	[730, 1317, 819, 1327]
stationery-ad: STATIONERY! STATIONERY!! All kinds of STATIONERY! TOBACCOS! and FANCY GOODS! Can be obtained from SANDES & CO. VICTORIA STREET, HAMILTON WEST. And GREY STREET, HAMILTON EAST.	[841, 684, 964, 755]
stock-line: BOOTS & SHOES!	[624, 1188, 698, 1199]
domain-leaseholds: HAMILTON DOMAIN BOARD. Sale of Leaseholds. Under and in pursuance of the powers vested in the Hamilton Domain Board by the "Public Reserves Act, 1881," it is hereby notified that the Lease by public auction will be offered at Public Auction by Mr J. Knox at the Hamilton Auction Mart on SATURDAY, the 6th prox. at 2 p.m. SCHEDULE. 1st. Lot 1 0 0 0 5 0 2nd. Lot 2 2 29 Improved 0 10 0 3rd. Lot 3 2 0 Improved 0 15 0 Terms and conditions at sale. J. M. GELLING, Secretary.	[977, 258, 1110, 373]
tamahere-farm: FOR SALE AT TAMAHERE. A GOOD COMPACT FARM of 167 acres, all in young grass and crop. Good orchard and garden; plantation of about two acres. R. H. BARUGH.	[977, 604, 1110, 653]
to-let-ad: TO LET—8-roomed House, with Orchard and Garden, with good deck. Apply Hamilton Auction Mart.	[132, 379, 236, 408]
goods-item: 1 doz. Matches	[722, 1008, 759, 1015]
telegram-signature: Kaiapoi Woollen Company.	[759, 506, 829, 513]
ledger-row	[429, 523, 599, 530]
